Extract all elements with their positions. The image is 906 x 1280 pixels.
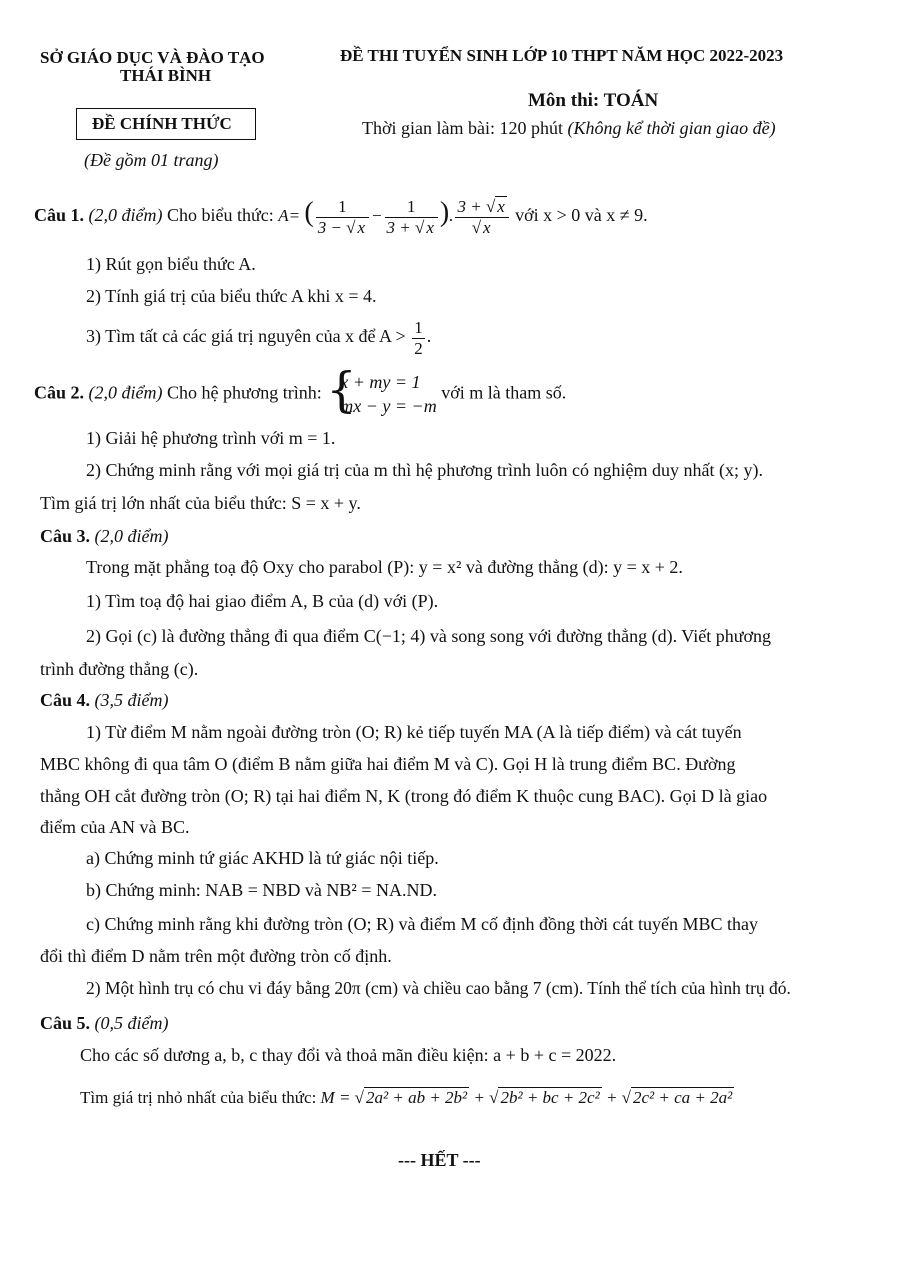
time-note: (Không kể thời gian giao đề) (567, 118, 776, 138)
q4-p2: MBC không đi qua tâm O (điểm B nằm giữa hai điểm M và C). Gọi H là trung điểm BC. Đường (40, 754, 736, 774)
pages-note: (Đề gồm 01 trang) (84, 150, 219, 170)
q3-points: (2,0 điểm) (94, 526, 169, 546)
q1-intro: Cho biểu thức: (167, 205, 274, 225)
q2-item1: 1) Giải hệ phương trình với m = 1. (86, 428, 336, 448)
q5-formula: M = √ 2a² + ab + 2b² + √ 2b² + bc + 2c² + √ 2c² + ca + 2a² (320, 1088, 733, 1107)
q5-points: (0,5 điểm) (94, 1013, 169, 1033)
time: Thời gian làm bài: 120 phút (362, 118, 563, 138)
q2-eq1: x + my = 1 (340, 372, 421, 392)
q2-item2a: 2) Chứng minh rằng với mọi giá trị của m thì hệ phương trình luôn có nghiệm duy nhất (x; y). (86, 460, 763, 480)
q5-l1: Cho các số dương a, b, c thay đổi và thoả mãn điều kiện: a + b + c = 2022. (80, 1045, 617, 1065)
q2-eq2: mx − y = −m (340, 396, 437, 417)
q3-header (40, 526, 169, 548)
q1-item-3: 3) Tìm tất cả các giá trị nguyên của x để A > (86, 326, 406, 347)
q3-label: Câu 3. (40, 526, 91, 546)
q2-tail: với m là tham số. (441, 382, 567, 403)
q2-header (34, 362, 567, 419)
q3-item1: 1) Tìm toạ độ hai giao điểm A, B của (d) với (P). (86, 591, 439, 611)
time-line (362, 118, 776, 139)
q2-item2b: Tìm giá trị lớn nhất của biểu thức: S = x + y. (40, 493, 361, 513)
end-marker: --- HẾT --- (398, 1150, 481, 1170)
q1-formula: A= ( $\frac{1}{3 - √ x}$ − $\frac{1}{3 + √ x}$ ). $\frac{3 + √ x}{√ x}$ (278, 206, 515, 225)
official-label: ĐỀ CHÍNH THỨC (92, 114, 232, 133)
q3-intro: Trong mặt phẳng toạ độ Oxy cho parabol (P): y = x² và đường thẳng (d): y = x + 2. (86, 557, 683, 577)
q4-points: (3,5 điểm) (94, 690, 169, 710)
q4-a: a) Chứng minh tứ giác AKHD là tứ giác nội tiếp. (86, 848, 439, 868)
q1-label: Câu 1. (34, 205, 85, 225)
q4-p3: thẳng OH cắt đường tròn (O; R) tại hai điểm N, K (trong đó điểm K thuộc cung BAC). Gọi D là giao (40, 786, 768, 806)
q3-item2b: trình đường thẳng (c). (40, 659, 199, 679)
q1-header (34, 196, 648, 237)
q1-item-1: 1) Rút gọn biểu thức A. (86, 254, 256, 274)
q1-item-3-line: 3) Tìm tất cả các giá trị nguyên của x để A > $\frac{1}{2}$ . (86, 318, 432, 358)
exam-title: ĐỀ THI TUYỂN SINH LỚP 10 THPT NĂM HỌC 2022-2023 (340, 46, 784, 65)
q4-label: Câu 4. (40, 690, 91, 710)
q4-p1: 1) Từ điểm M nằm ngoài đường tròn (O; R) kẻ tiếp tuyến MA (A là tiếp điểm) và cát tuyến (86, 722, 742, 742)
dept-line1: SỞ GIÁO DỤC VÀ ĐÀO TẠO (40, 48, 265, 67)
q1-cond: với x > 0 và x ≠ 9. (515, 205, 648, 225)
q5-l2-line (80, 1088, 734, 1108)
q2-points: (2,0 điểm) (88, 382, 163, 403)
q4-b: b) Chứng minh: NAB = NBD và NB² = NA.ND. (86, 880, 437, 900)
q4-p5: 2) Một hình trụ có chu vi đáy bằng 20π (cm) và chiều cao bằng 7 (cm). Tính thể tích của hình trụ đó. (86, 978, 791, 998)
dept-line2: THÁI BÌNH (120, 66, 212, 85)
q2-system: { x + my = 1 mx − y = −m (326, 362, 437, 418)
q5-l2: Tìm giá trị nhỏ nhất của biểu thức: (80, 1088, 317, 1107)
q5-label: Câu 5. (40, 1013, 91, 1033)
q2-intro: Cho hệ phương trình: (167, 382, 322, 403)
q3-item2a: 2) Gọi (c) là đường thẳng đi qua điểm C(−1; 4) và song song với đường thẳng (d). Viết phương (86, 626, 771, 646)
q2-label: Câu 2. (34, 382, 85, 403)
q1-item-2: 2) Tính giá trị của biểu thức A khi x = 4. (86, 286, 377, 306)
q4-header (40, 690, 169, 712)
q4-p4: điểm của AN và BC. (40, 817, 190, 837)
q5-header (40, 1013, 169, 1035)
q4-c2: đổi thì điểm D nằm trên một đường tròn cố định. (40, 946, 392, 966)
q1-points: (2,0 điểm) (88, 205, 163, 225)
subject: Môn thi: TOÁN (528, 90, 659, 111)
q4-c1: c) Chứng minh rằng khi đường tròn (O; R) và điểm M cố định đồng thời cát tuyến MBC thay (86, 914, 758, 934)
half-fraction: $\frac{1}{2}$ (414, 318, 423, 358)
